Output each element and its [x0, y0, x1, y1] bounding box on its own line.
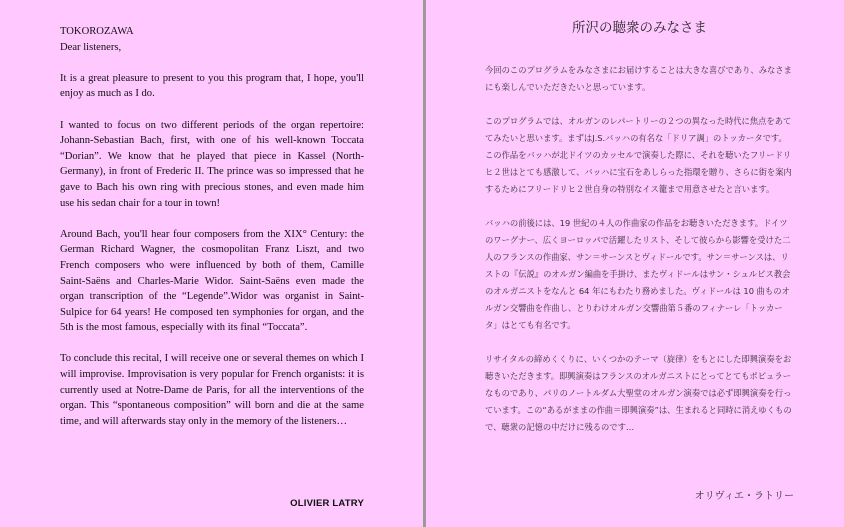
japanese-signature: オリヴィエ・ラトリー: [694, 491, 794, 502]
jp-paragraph-2: このプログラムでは、オルガンのレパートリーの２つの異なった時代に焦点をあててみたいと思います。まずはJ.S.バッハの有名な「ドリア調」のトッカータです。この作品をバッハが北ドイツのカッセルで演奏した際に、それを聴いたフリードリヒ２世はとても感激して、バッハに宝石をあしらった指環を贈り、さらに街を案内するためにフリードリヒ２世自身の特別なイス籠まで用意させたと言います。: [485, 116, 792, 194]
japanese-page: [427, 0, 844, 527]
heading: TOKOROZAWA: [60, 26, 134, 37]
japanese-title: 所沢の聴衆のみなさま: [572, 20, 707, 36]
page-divider: [423, 0, 426, 527]
salutation: Dear listeners,: [60, 41, 122, 53]
jp-paragraph-3: バッハの前後には、19 世紀の４人の作曲家の作品をお聴きいただきます。ドイツのワーグナー、広くヨーロッパで活躍したリスト、そして彼らから影響を受けた二人のフランスの作曲家、サン＝サーンスとヴィドールです。サン＝サーンスは、リストの『伝説』のオルガン編曲を手掛け、またヴィドールはサン・シュルピス教会のオルガニストをなんと 64 年にもわたり務めました。ヴィドールは 10 曲ものオルガン交響曲を作曲し、とりわけオルガン交響曲第５番のフィナーレ「トッカータ」はとても有名です。: [485, 218, 791, 330]
paragraph-2: I wanted to focus on two different periods of the organ repertoire: Johann-Sebastian Bach, first, with one of his well-known Toccata “Dorian”. We know that he played that piece in Kassel (North-Germany), in front of Frederic II. The prince was so impressed that he gave to Bach his own ring with precious stones, and even made him use his sedan chair for a tour in town!: [60, 119, 364, 209]
signature: OLIVIER LATRY: [290, 498, 364, 509]
jp-paragraph-4: リサイタルの締めくくりに、いくつかのテーマ（旋律）をもとにした即興演奏をお聴きいただきます。即興演奏はフランスのオルガニストにとってとてもポピュラーなものであり、パリのノートルダム大聖堂のオルガン演奏では必ず即興演奏を行っています。この“あるがままの作曲＝即興演奏”は、生まれると同時に消えゆくもので、聴衆の記憶の中だけに残るのです…: [485, 354, 792, 432]
paragraph-1: It is a great pleasure to present to you this program that, I hope, you'll enjoy as much as I do.: [60, 72, 364, 100]
paragraph-3: Around Bach, you'll hear four composers from the XIX° Century: the German Richard Wagner, the cosmopolitan Franz Liszt, and two French composers who were influenced by both of them, Camille Saint-Saëns and Charles-Marie Widor. Saint-Saëns even made the organ transcription of the “Legende”.Widor was organist in Saint-Sulpice for 64 years! He composed ten symphonies for organ, and the 5th is the most famous, especially with its final “Toccata”.: [60, 228, 364, 334]
jp-paragraph-1: 今回のこのプログラムをみなさまにお届けすることは大きな喜びであり、みなさまにも楽しんでいただきたいと思っています。: [485, 65, 792, 92]
paragraph-4: To conclude this recital, I will receive one or several themes on which I will improvise. Improvisation is very popular for French organists: it is currently used at Notre-Dame de Paris, for all the interventions of the organ. This “spontaneous composition” will born and die at the same time, and will afterwards stay only in the memory of the listeners…: [60, 353, 364, 427]
